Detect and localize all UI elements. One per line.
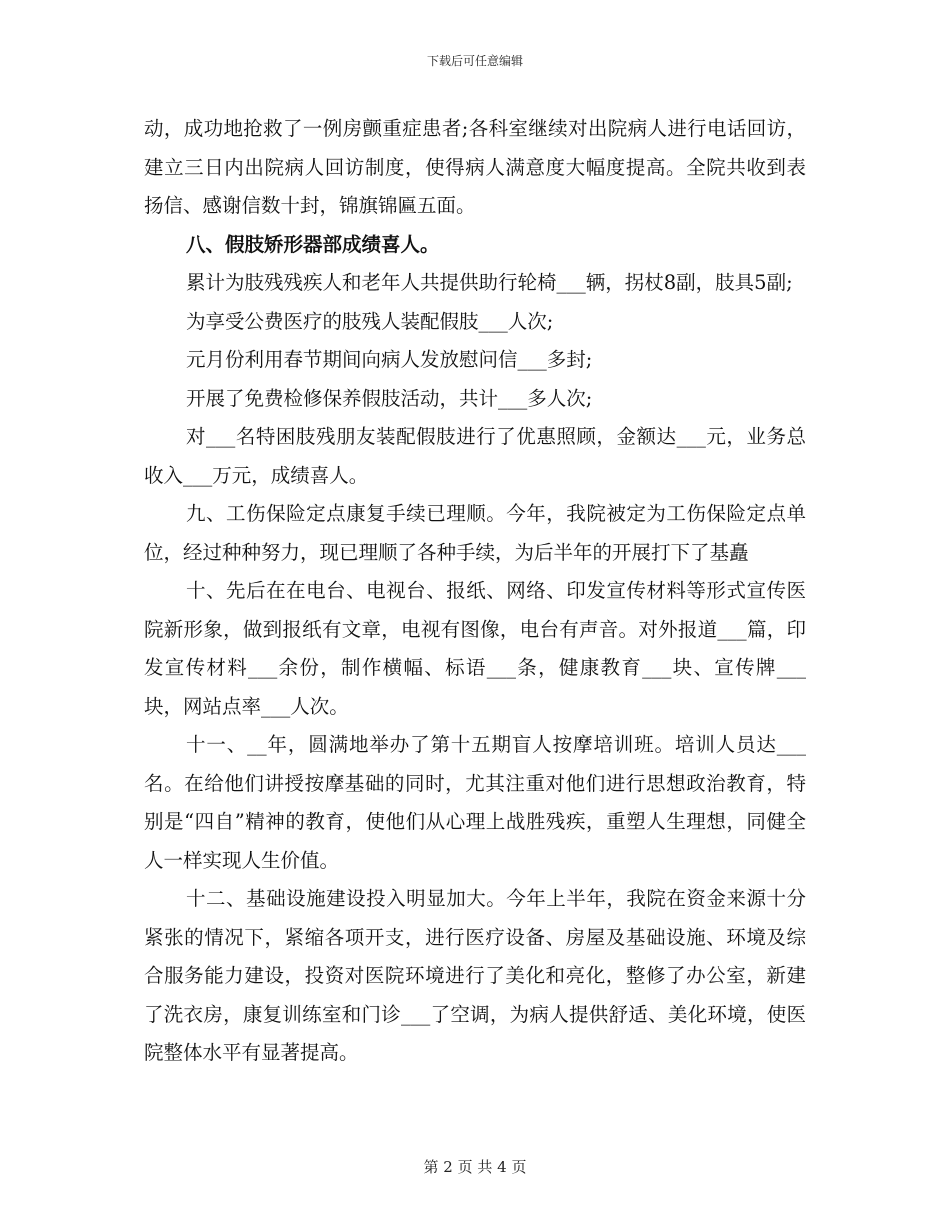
paragraph-section-10: 十、先后在在电台、电视台、报纸、网络、印发宣传材料等形式宣传医院新形象，做到报纸有文章，电视有图像，电台有声音。对外报道___篇，印发宣传材料___余份，制作横幅、标语___条，健康教育___块、宣传牌___块，网站点率___人次。 xyxy=(144,579,806,718)
paragraph-section-11: 十一、__年，圆满地举办了第十五期盲人按摩培训班。培训人员达___名。在给他们讲授按摩基础的同时，尤其注重对他们进行思想政治教育，特别是“四自”精神的教育，使他们从心理上战胜残疾，重塑人生理想，同健全人一样实现人生价值。 xyxy=(144,733,806,872)
paragraph-5: 元月份利用春节期间向病人发放慰问信___多封; xyxy=(186,348,593,371)
page-footer: 第 2 页 共 4 页 xyxy=(423,1158,527,1176)
paragraph-4: 为享受公费医疗的肢残人装配假肢___人次; xyxy=(186,309,554,333)
document-body xyxy=(144,110,806,1073)
page-header: 下载后可任意编辑 xyxy=(426,54,523,68)
paragraph-section-12: 十二、基础设施建设投入明显加大。今年上半年，我院在资金来源十分紧张的情况下，紧缩各项开支，进行医疗设备、房屋及基础设施、环境及综合服务能力建设，投资对医院环境进行了美化和亮化，整修了办公室，新建了洗衣房，康复训练室和门诊___了空调，为病人提供舒适、美化环境，使医院整体水平有显著提高。 xyxy=(144,887,806,1064)
paragraph-section-9: 九、工伤保险定点康复手续已理顺。今年，我院被定为工伤保险定点单位，经过种种努力，现已理顺了各种手续，为后半年的开展打下了基矗 xyxy=(144,502,806,564)
section-heading-8: 八、假肢矫形器部成绩喜人。 xyxy=(186,232,440,256)
paragraph-6: 开展了免费检修保养假肢活动，共计___多人次; xyxy=(186,386,593,410)
paragraph-3: 累计为肢残残疾人和老年人共提供助行轮椅___辆，拐杖8副，肢具5副; xyxy=(186,271,793,294)
paragraph-7: 对___名特困肢残朋友装配假肢进行了优惠照顾，金额达___元，业务总收入___万元，成绩喜人。 xyxy=(144,425,806,487)
paragraph-1: 动，成功地抢救了一例房颤重症患者;各科室继续对出院病人进行电话回访，建立三日内出院病人回访制度，使得病人满意度大幅度提高。全院共收到表扬信、感谢信数十封，锦旗锦匾五面。 xyxy=(144,117,806,217)
